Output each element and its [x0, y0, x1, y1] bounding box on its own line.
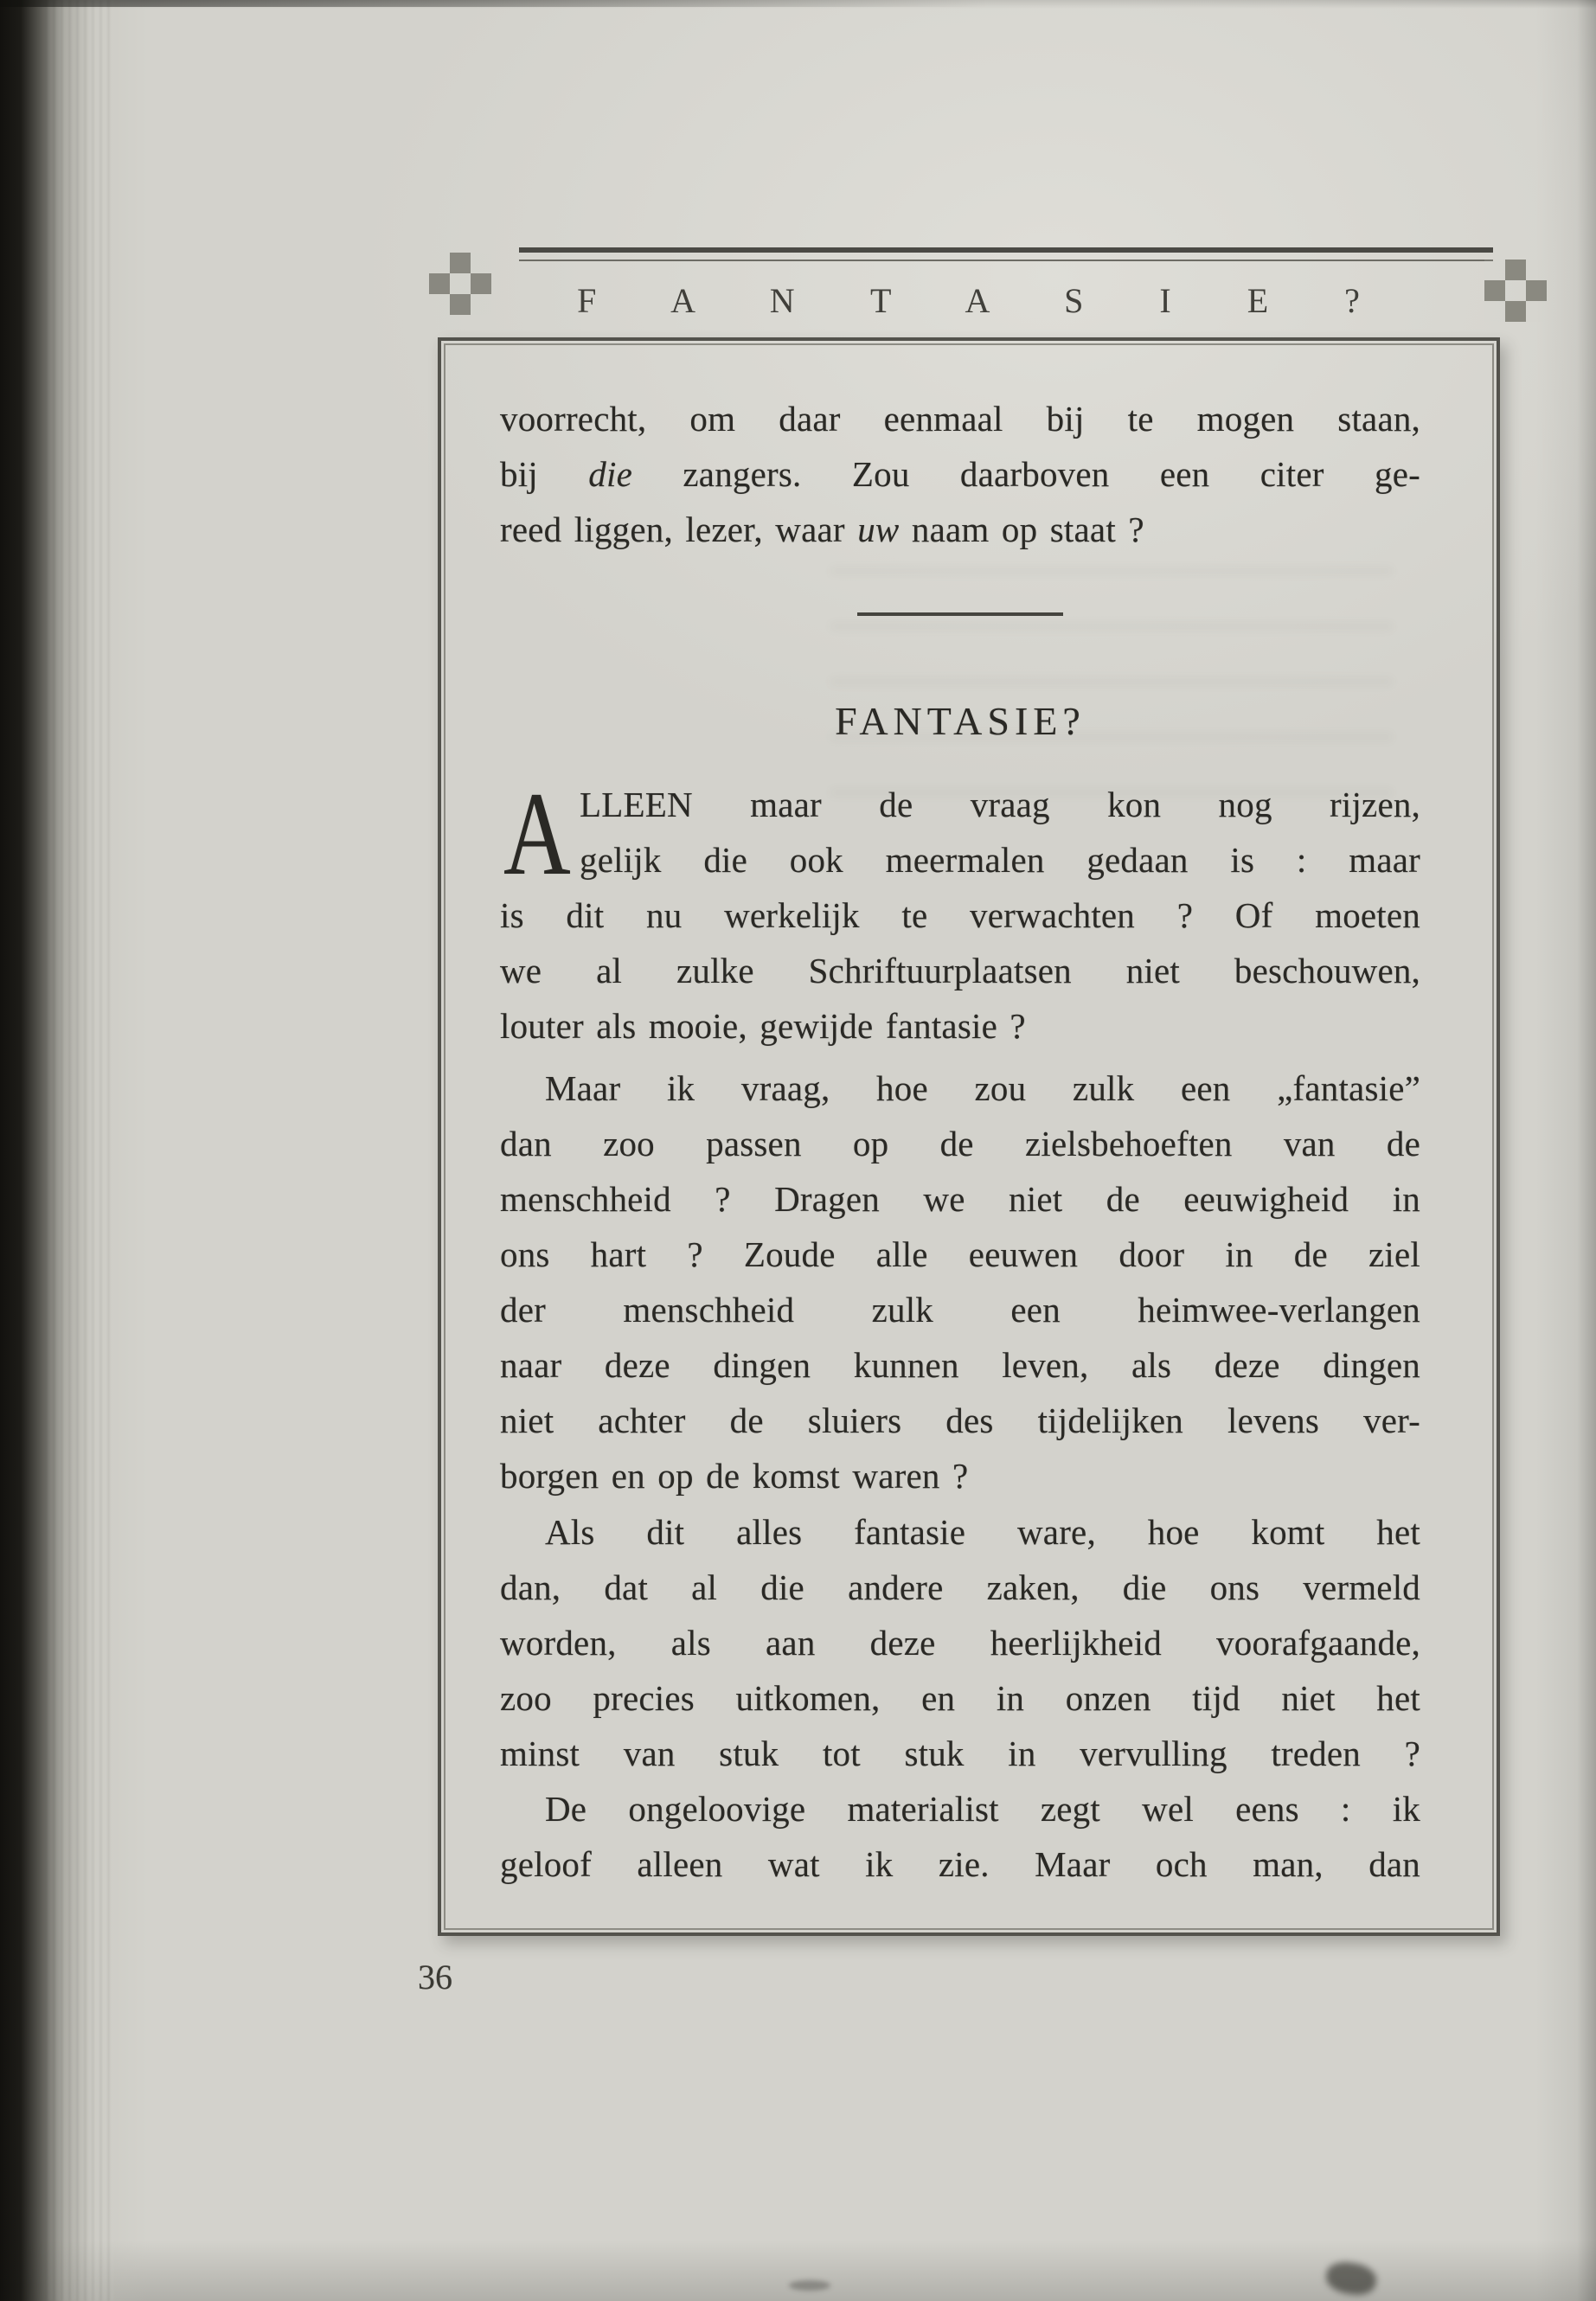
text-line: we al zulke Schriftuurplaatsen niet beschouwen,	[500, 951, 1420, 990]
text-line: menschheid ? Dragen we niet de eeuwigheid in	[500, 1179, 1420, 1219]
text-line: LLEEN maar de vraag kon nog rijzen,	[580, 785, 1420, 824]
running-title: F A N T A S I E ?	[577, 281, 1361, 320]
section-heading: FANTASIE?	[835, 699, 1086, 743]
section-divider	[857, 612, 1063, 616]
text-line: dan, dat al die andere zaken, die ons vermeld	[500, 1567, 1420, 1607]
text-line: voorrecht, om daar eenmaal bij te mogen staan,	[500, 399, 1420, 439]
header-rule	[519, 247, 1493, 261]
text-line: gelijk die ook meermalen gedaan is : maar	[580, 840, 1420, 880]
text-line: Maar ik vraag, hoe zou zulk een „fantasie”	[545, 1068, 1420, 1108]
top-edge-shadow	[0, 0, 990, 7]
text-line	[500, 502, 1420, 557]
text-line: der menschheid zulk een heimwee-verlangen	[500, 1290, 1420, 1330]
text-line: Als dit alles fantasie ware, hoe komt het	[545, 1512, 1420, 1552]
drop-cap: A	[503, 767, 571, 900]
text-line: ons hart ? Zoude alle eeuwen door in de ziel	[500, 1234, 1420, 1274]
paragraph-maar	[500, 1061, 1420, 1503]
text-line: is dit nu werkelijk te verwachten ? Of moeten	[500, 895, 1420, 935]
text-line: worden, als aan deze heerlijkheid voorafgaande,	[500, 1623, 1420, 1663]
text-line: De ongeloovige materialist zegt wel eens : ik	[545, 1789, 1420, 1829]
text-line: dan zoo passen op de zielsbehoeften van de	[500, 1124, 1420, 1163]
text-segment: zangers. Zou daarboven een citer ge-	[632, 454, 1420, 494]
text-line	[500, 446, 1420, 502]
paragraph-alleen	[500, 767, 1420, 1054]
paragraph-als	[500, 1504, 1420, 1781]
ink-smudge	[1324, 2259, 1378, 2298]
text-segment: naam op staat ?	[899, 510, 1144, 549]
text-column	[500, 391, 1420, 1892]
text-line: naar deze dingen kunnen leven, als deze dingen	[500, 1345, 1420, 1385]
paper-edge-texture	[45, 0, 114, 2301]
ink-smudge	[789, 2280, 830, 2291]
text-line: niet achter de sluiers des tijdelijken levens ver-	[500, 1400, 1420, 1440]
text-line: borgen en op de komst waren ?	[500, 1456, 969, 1496]
text-segment: reed liggen, lezer, waar	[500, 510, 858, 549]
text-line: zoo precies uitkomen, en in onzen tijd niet het	[500, 1678, 1420, 1718]
page-number: 36	[418, 1958, 452, 1997]
text-line: louter als mooie, gewijde fantasie ?	[500, 1006, 1026, 1046]
text-line: geloof alleen wat ik zie. Maar och man, dan	[500, 1844, 1420, 1884]
italic-word: die	[588, 454, 632, 494]
text-line: minst van stuk tot stuk in vervulling treden ?	[500, 1734, 1420, 1773]
italic-word: uw	[857, 510, 900, 549]
paragraph-de	[500, 1781, 1420, 1892]
text-segment: bij	[500, 454, 589, 494]
